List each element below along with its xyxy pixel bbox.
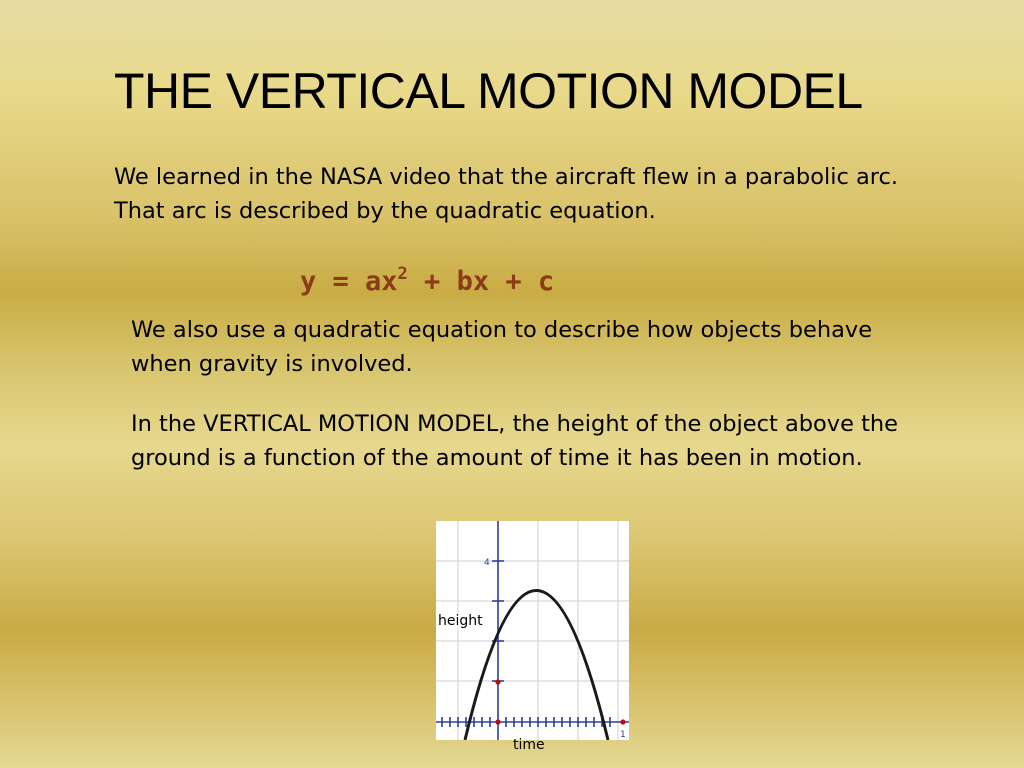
slide-title: THE VERTICAL MOTION MODEL [114, 63, 863, 119]
vertical-motion-paragraph: In the VERTICAL MOTION MODEL, the height of the object above the ground is a function of the amount of time it has been in motion. [131, 411, 899, 471]
y-axis-label: height [438, 613, 483, 629]
origin-point [495, 719, 500, 724]
quadratic-equation [300, 264, 554, 297]
gravity-paragraph: We also use a quadratic equation to describe how objects behave when gravity is involved. [131, 317, 873, 377]
x-axis-point [620, 719, 625, 724]
equation-exponent: 2 [397, 264, 408, 284]
x-tick-label: 1 [620, 730, 626, 740]
equation-rest: + bx + c [407, 266, 555, 297]
x-axis-label: time [513, 737, 545, 753]
y-tick-label: 4 [484, 558, 490, 568]
intro-paragraph: We learned in the NASA video that the aircraft flew in a parabolic arc. That arc is described by the quadratic equation. [114, 164, 899, 224]
equation-base: y = ax [300, 266, 398, 297]
parabola-graph-svg [436, 521, 629, 740]
parabola-graph [436, 521, 629, 740]
y-intercept-point [495, 679, 500, 684]
